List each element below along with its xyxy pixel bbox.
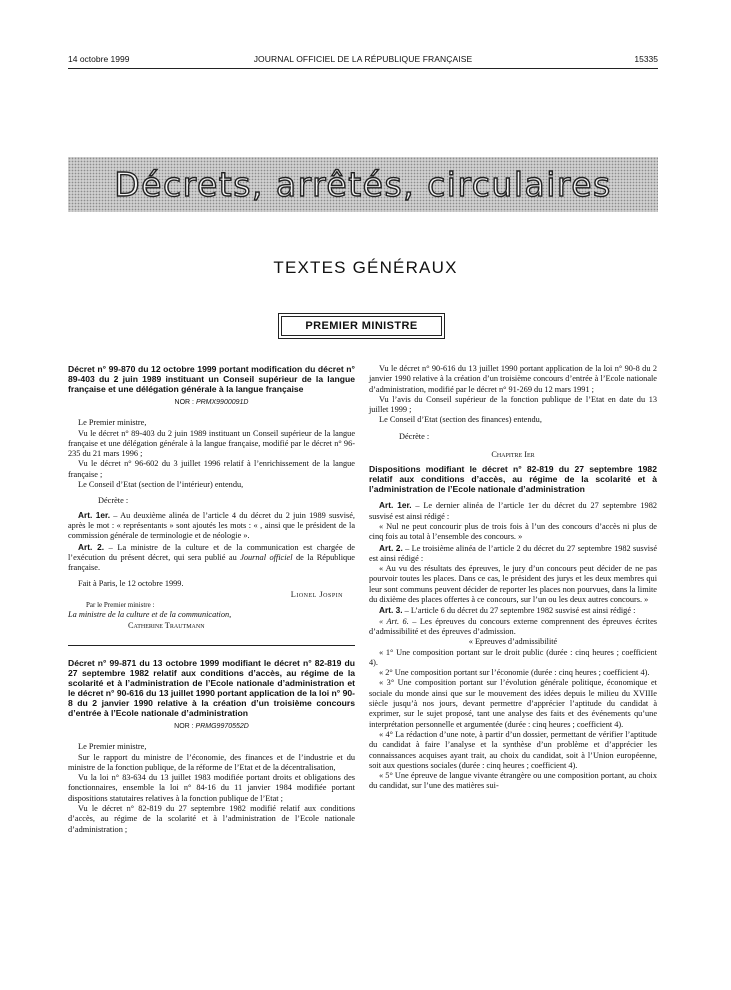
decree-2-para: Vu l’avis du Conseil supérieur de la fonction publique de l’Etat en date du 13 juillet 1999 ; <box>369 394 657 415</box>
exam-item: « 2° Une composition portant sur l’économie (durée : cinq heures ; coefficient 4). <box>379 668 650 678</box>
decree-2-para: Le Premier ministre, <box>78 742 147 752</box>
header-rule <box>68 68 658 69</box>
decree-1-cosignature: Catherine Trautmann <box>128 620 205 630</box>
header-page-number: 15335 <box>634 54 658 64</box>
decree-1-para: Vu le décret n° 89-403 du 2 juin 1989 instituant un Conseil supérieur de la langue française et une délégation générale à la langue française, modifié par le décret n° 96-235 du 21 mars 1996 ; <box>68 428 355 459</box>
decree-1-article-1: Art. 1er. – Au deuxième alinéa de l’article 4 du décret du 2 juin 1989 susvisé, après le mot : « représentants » sont ajoutés les mots : « , ainsi que le président de la commission générale de terminologie et de néologie ». <box>68 509 355 541</box>
decree-1-para: Vu le décret n° 96-602 du 3 juillet 1996 relatif à l’enrichissement de la langue française ; <box>68 459 355 479</box>
header-journal-title: JOURNAL OFFICIEL DE LA RÉPUBLIQUE FRANÇAISE <box>253 54 473 64</box>
decree-1-article-2: Art. 2. – La ministre de la culture et de la communication est chargée de l’exécution du présent décret, qui sera publié au Journal officiel de la République française. <box>68 541 355 573</box>
decree-1-signature: Lionel Jospin <box>290 589 343 599</box>
decree-2-para: Vu le décret n° 82-819 du 27 septembre 1982 modifié relatif aux conditions d’accès, au régime de la scolarité et à l’administration de l’Ecole nationale d’administration ; <box>68 804 355 834</box>
chapter-heading: Chapitre Ier <box>491 450 535 460</box>
decree-1-decrete: Décrète : <box>98 496 129 506</box>
chapter-title: Dispositions modifiant le décret n° 82-819 du 27 septembre 1982 relatif aux conditions d’accès, au régime de la scolarité et à l’administration de l’Ecole nationale d’administration <box>369 464 657 495</box>
right-column <box>369 364 657 792</box>
ministry-label: PREMIER MINISTRE <box>281 316 442 336</box>
banner-title: Décrets, arrêtés, circulaires <box>114 165 612 204</box>
decree-2-article-1: Art. 1er. – Le dernier alinéa de l’article 1er du décret du 27 septembre 1982 susvisé est ainsi rédigé : <box>369 500 657 521</box>
decree-2-title: Décret n° 99-871 du 13 octobre 1999 modifiant le décret n° 82-819 du 27 septembre 1982 relatif aux conditions d’accès, au régime de la scolarité et à l’administration de l’Ecole nationale d’administration et le décret n° 90-616 du 13 juillet 1990 portant application de la loi n° 90-8 du 2 janvier 1990 relative à la création d’un troisième concours d’entrée à l’Ecole nationale d’administration <box>68 657 355 718</box>
decree-1-title: Décret n° 99-870 du 12 octobre 1999 portant modification du décret n° 89-403 du 2 juin 1989 instituant un Conseil supérieur de la langue française et une délégation générale à la langue française <box>68 364 355 394</box>
exam-item: « 5° Une épreuve de langue vivante étrangère ou une composition portant, au choix du candidat, sur l’une des matières sui- <box>369 771 657 791</box>
decree-2-para: Sur le rapport du ministre de l’économie, des finances et de l’industrie et du ministre de la fonction publique, de la réforme de l’Etat et de la décentralisation, <box>68 752 355 772</box>
decree-separator <box>68 645 355 646</box>
running-header <box>68 54 658 68</box>
decree-2-quote: « Au vu des résultats des épreuves, le jury d’un concours peut décider de ne pas pourvoir toutes les places. Dans ce cas, le président des jurys et les deux membres qui leur sont communs peuvent décider de reporter les places non pourvues, dans la limite du dixième des places offertes à ce concours, sur l’un ou les deux autres concours. » <box>369 564 657 605</box>
admissibility-heading: « Epreuves d’admissibilité <box>468 637 558 647</box>
decree-2-para: Vu la loi n° 83-634 du 13 juillet 1983 modifiée portant droits et obligations des fonctionnaires, ensemble la loi n° 84-16 du 11 janvier 1984 modifiée portant dispositions statutaires relatives à la fonction publique de l’Etat ; <box>68 773 355 803</box>
decree-1-par-le: Par le Premier ministre : <box>86 601 155 610</box>
decree-1-para: Le Conseil d’Etat (section de l’intérieur) entendu, <box>78 480 244 490</box>
section-banner <box>68 157 658 212</box>
decree-1-para: Le Premier ministre, <box>78 418 147 428</box>
decree-2-article-3: Art. 3. – L’article 6 du décret du 27 septembre 1982 susvisé est ainsi rédigé : <box>379 605 636 616</box>
decree-2-para: Vu le décret n° 90-616 du 13 juillet 1990 portant application de la loi n° 90-8 du 2 janvier 1990 relative à la création d’un troisième concours d’entrée à l’Ecole nationale d’administration, modifié par le décret n° 91-269 du 12 mars 1991 ; <box>369 364 657 394</box>
decree-2-decrete: Décrète : <box>399 431 430 441</box>
header-date: 14 octobre 1999 <box>68 54 130 64</box>
exam-item: « 4° La rédaction d’une note, à partir d’un dossier, permettant de vérifier l’aptitude du candidat à faire l’analyse et la synthèse d’un problème et d’apprécier les connaissances acquises ayant trait, au choix du candidat, soit à l’Union européenne, soit aux questions sociales (durée : cinq heures ; coefficient 4). <box>369 729 657 770</box>
exam-item: « 1° Une composition portant sur le droit public (durée : cinq heures ; coefficient 4). <box>369 647 657 667</box>
decree-1-nor: NOR : PRMX9900091D <box>174 399 249 406</box>
ministry-box <box>278 313 445 339</box>
decree-2-article-2: Art. 2. – Le troisième alinéa de l’article 2 du décret du 27 septembre 1982 susvisé est ainsi rédigé : <box>369 542 658 563</box>
decree-2-nor: NOR : PRMG9970552D <box>174 722 249 730</box>
left-column <box>68 364 355 835</box>
decree-2-quote: « Nul ne peut concourir plus de trois fois à l’un des concours d’accès ni plus de cinq fois au total à l’ensemble des concours. » <box>369 521 657 542</box>
article-6-text: « Art. 6. – Les épreuves du concours externe comprennent des épreuves écrites d’admissibilité et des épreuves d’admission. <box>369 616 658 636</box>
decree-2-para: Le Conseil d’Etat (section des finances) entendu, <box>379 415 542 425</box>
decree-1-date: Fait à Paris, le 12 octobre 1999. <box>78 579 184 589</box>
decree-1-minister: La ministre de la culture et de la communication, <box>68 610 232 620</box>
exam-item: « 3° Une composition portant sur l’évolution générale politique, économique et sociale du monde ainsi que sur le mouvement des idées depuis le milieu du XVIIIe siècle jusqu’à nos jours, devant permettre d’apprécier l’aptitude du candidat à exprimer, sur le sujet proposé, tant une analyse des faits et des événements qu’une interprétation personnelle et argumentée (durée : cinq heures ; coefficient 4). <box>369 678 657 729</box>
section-heading: TEXTES GÉNÉRAUX <box>273 258 458 277</box>
